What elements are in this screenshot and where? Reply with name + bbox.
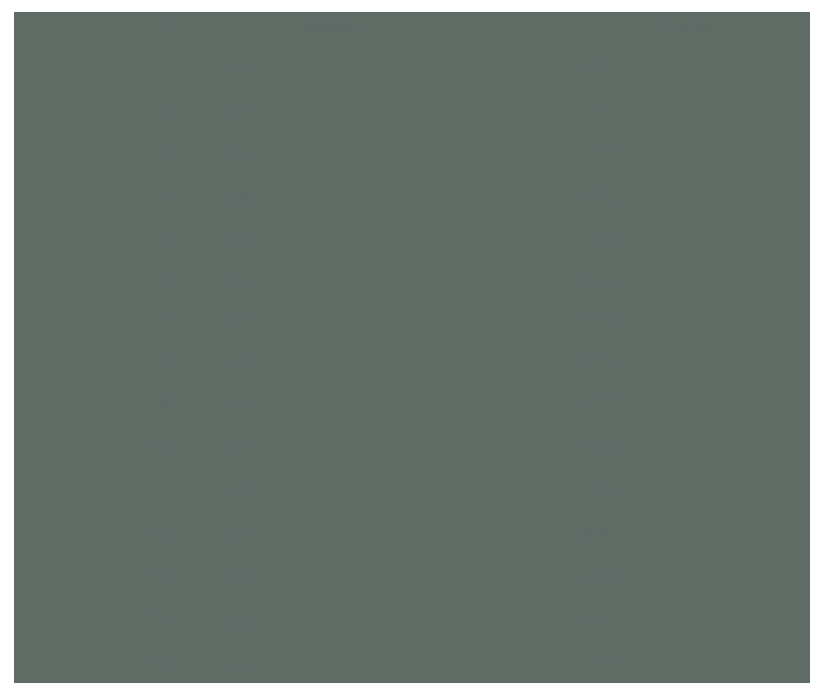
cell-a	[14, 302, 117, 340]
cell-c: 5.77	[213, 302, 452, 340]
cell-a	[14, 340, 117, 383]
cell-e: 5.01	[571, 600, 810, 644]
cell-d	[452, 220, 571, 264]
cell-a	[14, 513, 117, 557]
cell-c: 2.48	[213, 383, 452, 427]
header-row	[14, 12, 810, 46]
table-row	[14, 263, 810, 302]
cell-d	[452, 513, 571, 557]
cell-a	[14, 383, 117, 427]
table-row	[14, 644, 810, 683]
table-row	[14, 176, 810, 220]
cell-b: 08	[117, 340, 213, 383]
cell-b: 03	[117, 133, 213, 177]
table-row	[14, 220, 810, 264]
cell-d	[452, 176, 571, 220]
cell-e: 1.18	[571, 220, 810, 264]
cell-e: 1.04	[571, 89, 810, 133]
cell-a	[14, 557, 117, 601]
table-row	[14, 89, 810, 133]
cell-e: 2.94	[571, 513, 810, 557]
table-row	[14, 470, 810, 514]
cell-d	[452, 340, 571, 383]
cell-d	[452, 133, 571, 177]
cell-b: 02	[117, 89, 213, 133]
cell-a	[14, 600, 117, 644]
cell-a	[14, 220, 117, 264]
table-row	[14, 426, 810, 470]
cell-c: 0.42	[213, 263, 452, 302]
table-row	[14, 302, 810, 340]
cell-e: 0.73	[571, 176, 810, 220]
cell-e: 3.12	[571, 340, 810, 383]
cell-e: 0.91	[571, 46, 810, 90]
cell-a	[14, 176, 117, 220]
table-row	[14, 340, 810, 383]
table-row	[14, 600, 810, 644]
table-row	[14, 557, 810, 601]
cell-b: 10	[117, 426, 213, 470]
cell-d	[452, 46, 571, 90]
table-row	[14, 133, 810, 177]
cell-a	[14, 644, 117, 683]
cell-d	[452, 263, 571, 302]
cell-c: 0.59	[213, 426, 452, 470]
cell-d	[452, 557, 571, 601]
cell-b: 06	[117, 263, 213, 302]
cell-a	[14, 263, 117, 302]
cell-c: 6.10	[213, 470, 452, 514]
cell-e: 1.33	[571, 470, 810, 514]
table-row	[14, 46, 810, 90]
cell-d	[452, 426, 571, 470]
cell-c: 2.06	[213, 176, 452, 220]
table-header	[14, 12, 810, 46]
cell-b: 07	[117, 302, 213, 340]
column-header-c: Measure	[213, 12, 452, 46]
cell-d	[452, 644, 571, 683]
cell-b: 11	[117, 470, 213, 514]
cell-c: 3.05	[213, 557, 452, 601]
table-body	[14, 46, 810, 683]
cell-e: 2.05	[571, 263, 810, 302]
cell-d	[452, 470, 571, 514]
cell-e: 1.47	[571, 133, 810, 177]
cell-a	[14, 133, 117, 177]
cell-c: 2.21	[213, 644, 452, 683]
cell-d	[452, 600, 571, 644]
cell-c: 0.88	[213, 133, 452, 177]
table-row	[14, 513, 810, 557]
cell-c: 4.50	[213, 89, 452, 133]
column-header-d	[452, 12, 571, 46]
cell-e: 0.48	[571, 557, 810, 601]
column-header-a	[14, 12, 117, 46]
table-row	[14, 383, 810, 427]
cell-a	[14, 470, 117, 514]
cell-b: 01	[117, 46, 213, 90]
cell-e: 4.26	[571, 426, 810, 470]
cell-c: 1.93	[213, 340, 452, 383]
cell-c: 3.34	[213, 220, 452, 264]
column-header-b: ID	[117, 12, 213, 46]
cell-a	[14, 89, 117, 133]
data-table	[14, 12, 810, 683]
cell-c: 0.77	[213, 513, 452, 557]
cell-d	[452, 302, 571, 340]
cell-c: 1.25	[213, 46, 452, 90]
cell-c: 1.62	[213, 600, 452, 644]
cell-a	[14, 426, 117, 470]
cell-b: 04	[117, 176, 213, 220]
cell-e: 0.87	[571, 383, 810, 427]
cell-d	[452, 383, 571, 427]
cell-b: 12	[117, 513, 213, 557]
cell-e: 0.66	[571, 302, 810, 340]
cell-a	[14, 46, 117, 90]
cell-b: 09	[117, 383, 213, 427]
cell-e: 1.79	[571, 644, 810, 683]
cell-b: 13	[117, 557, 213, 601]
cell-b: 15	[117, 644, 213, 683]
cell-d	[452, 89, 571, 133]
cell-b: 05	[117, 220, 213, 264]
cell-b: 14	[117, 600, 213, 644]
column-header-e: Result	[571, 12, 810, 46]
